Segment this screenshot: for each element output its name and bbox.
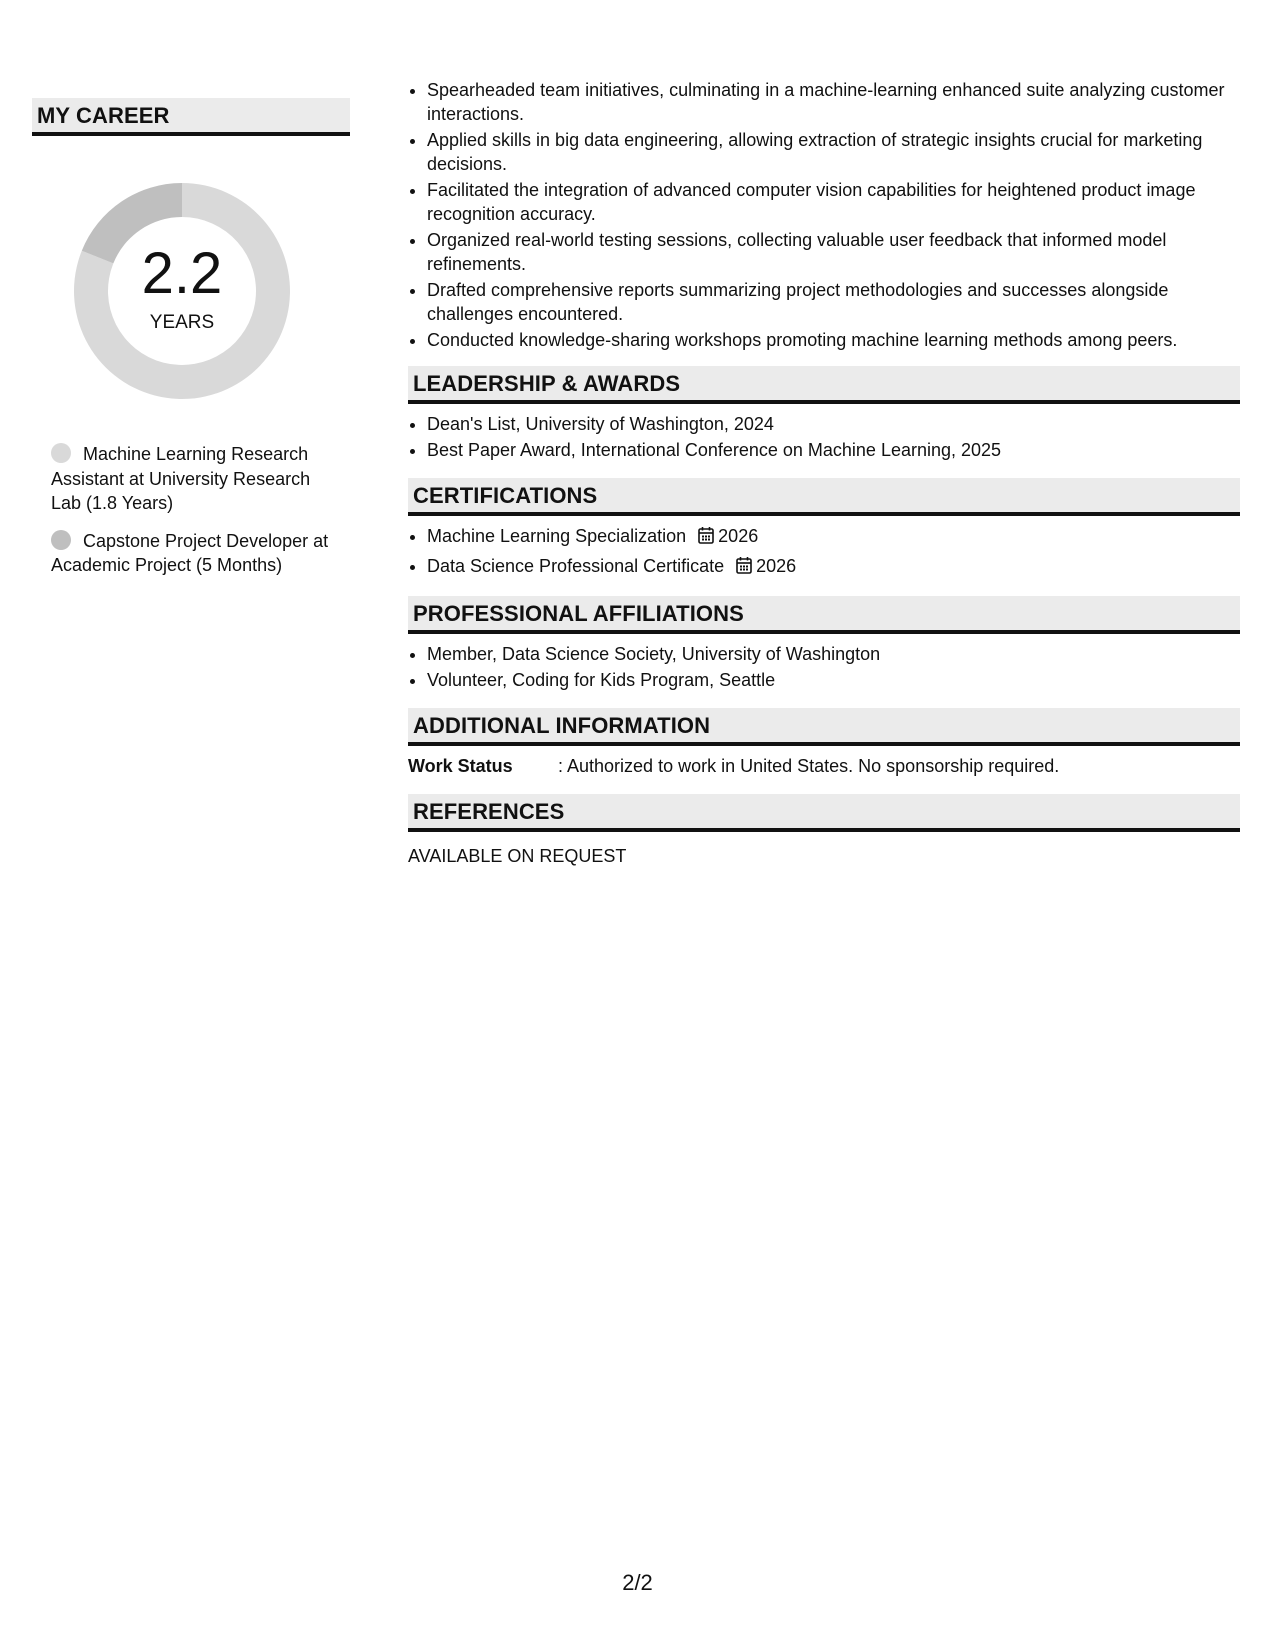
calendar-icon: [736, 556, 752, 580]
legend-dot-icon: [51, 530, 71, 550]
career-legend: [51, 442, 350, 578]
leadership-item: • Dean's List, University of Washington, 2024: [427, 412, 1240, 436]
certifications-heading: [408, 478, 1240, 516]
certifications-heading-text: CERTIFICATIONS: [413, 483, 598, 508]
leadership-heading: [408, 366, 1240, 404]
experience-bullet: • Drafted comprehensive reports summarizing project methodologies and successes alongside challenges encountered.: [427, 278, 1240, 326]
additional-info-heading: [408, 708, 1240, 746]
legend-dot-icon: [51, 443, 71, 463]
affiliation-item: • Member, Data Science Society, University of Washington: [427, 642, 1240, 666]
certification-item: [427, 554, 1240, 580]
work-status-value: : Authorized to work in United States. No sponsorship required.: [558, 756, 1060, 776]
affiliations-list: [408, 642, 1240, 692]
legend-label: Machine Learning Research Assistant at University Research Lab (1.8 Years): [51, 444, 311, 513]
legend-item: [51, 442, 341, 516]
experience-bullet: • Conducted knowledge-sharing workshops promoting machine learning methods among peers.: [427, 328, 1240, 352]
references-text: AVAILABLE ON REQUEST: [408, 846, 627, 866]
experience-bullet: • Applied skills in big data engineering, allowing extraction of strategic insights crucial for marketing decisions.: [427, 128, 1240, 176]
affiliation-item: • Volunteer, Coding for Kids Program, Seattle: [427, 668, 1240, 692]
career-heading-text: MY CAREER: [37, 103, 170, 128]
legend-item: [51, 529, 341, 578]
leadership-list: [408, 412, 1240, 462]
references-heading-text: REFERENCES: [413, 799, 565, 824]
certification-year: 2026: [756, 556, 797, 576]
references-heading: [408, 794, 1240, 832]
career-total-unit: YEARS: [149, 312, 215, 333]
work-status-label: Work Status: [408, 756, 513, 776]
main-column: [408, 78, 1240, 868]
page-number: 2/2: [622, 1570, 653, 1595]
additional-info-heading-text: ADDITIONAL INFORMATION: [413, 713, 711, 738]
certification-name: Machine Learning Specialization: [427, 526, 687, 546]
leadership-heading-text: LEADERSHIP & AWARDS: [413, 371, 681, 396]
work-status-row: [408, 754, 1240, 778]
experience-bullet: • Spearheaded team initiatives, culminating in a machine-learning enhanced suite analyzing customer interactions.: [427, 78, 1240, 126]
certification-year: 2026: [718, 526, 759, 546]
certifications-list: [408, 524, 1240, 580]
experience-bullets: [408, 78, 1240, 352]
affiliations-heading: [408, 596, 1240, 634]
career-total-years: 2.2: [141, 241, 223, 306]
certification-name: Data Science Professional Certificate: [427, 556, 725, 576]
experience-bullet: • Facilitated the integration of advanced computer vision capabilities for heightened product image recognition accuracy.: [427, 178, 1240, 226]
calendar-icon: [698, 526, 714, 550]
experience-bullet: • Organized real-world testing sessions, collecting valuable user feedback that informed model refinements.: [427, 228, 1240, 276]
certification-item: [427, 524, 1240, 550]
career-donut-chart: [67, 176, 297, 406]
sidebar: [32, 98, 350, 591]
leadership-item: • Best Paper Award, International Conference on Machine Learning, 2025: [427, 438, 1240, 462]
affiliations-heading-text: PROFESSIONAL AFFILIATIONS: [413, 601, 744, 626]
career-heading: [32, 98, 350, 136]
legend-label: Capstone Project Developer at Academic Project (5 Months): [51, 530, 329, 575]
